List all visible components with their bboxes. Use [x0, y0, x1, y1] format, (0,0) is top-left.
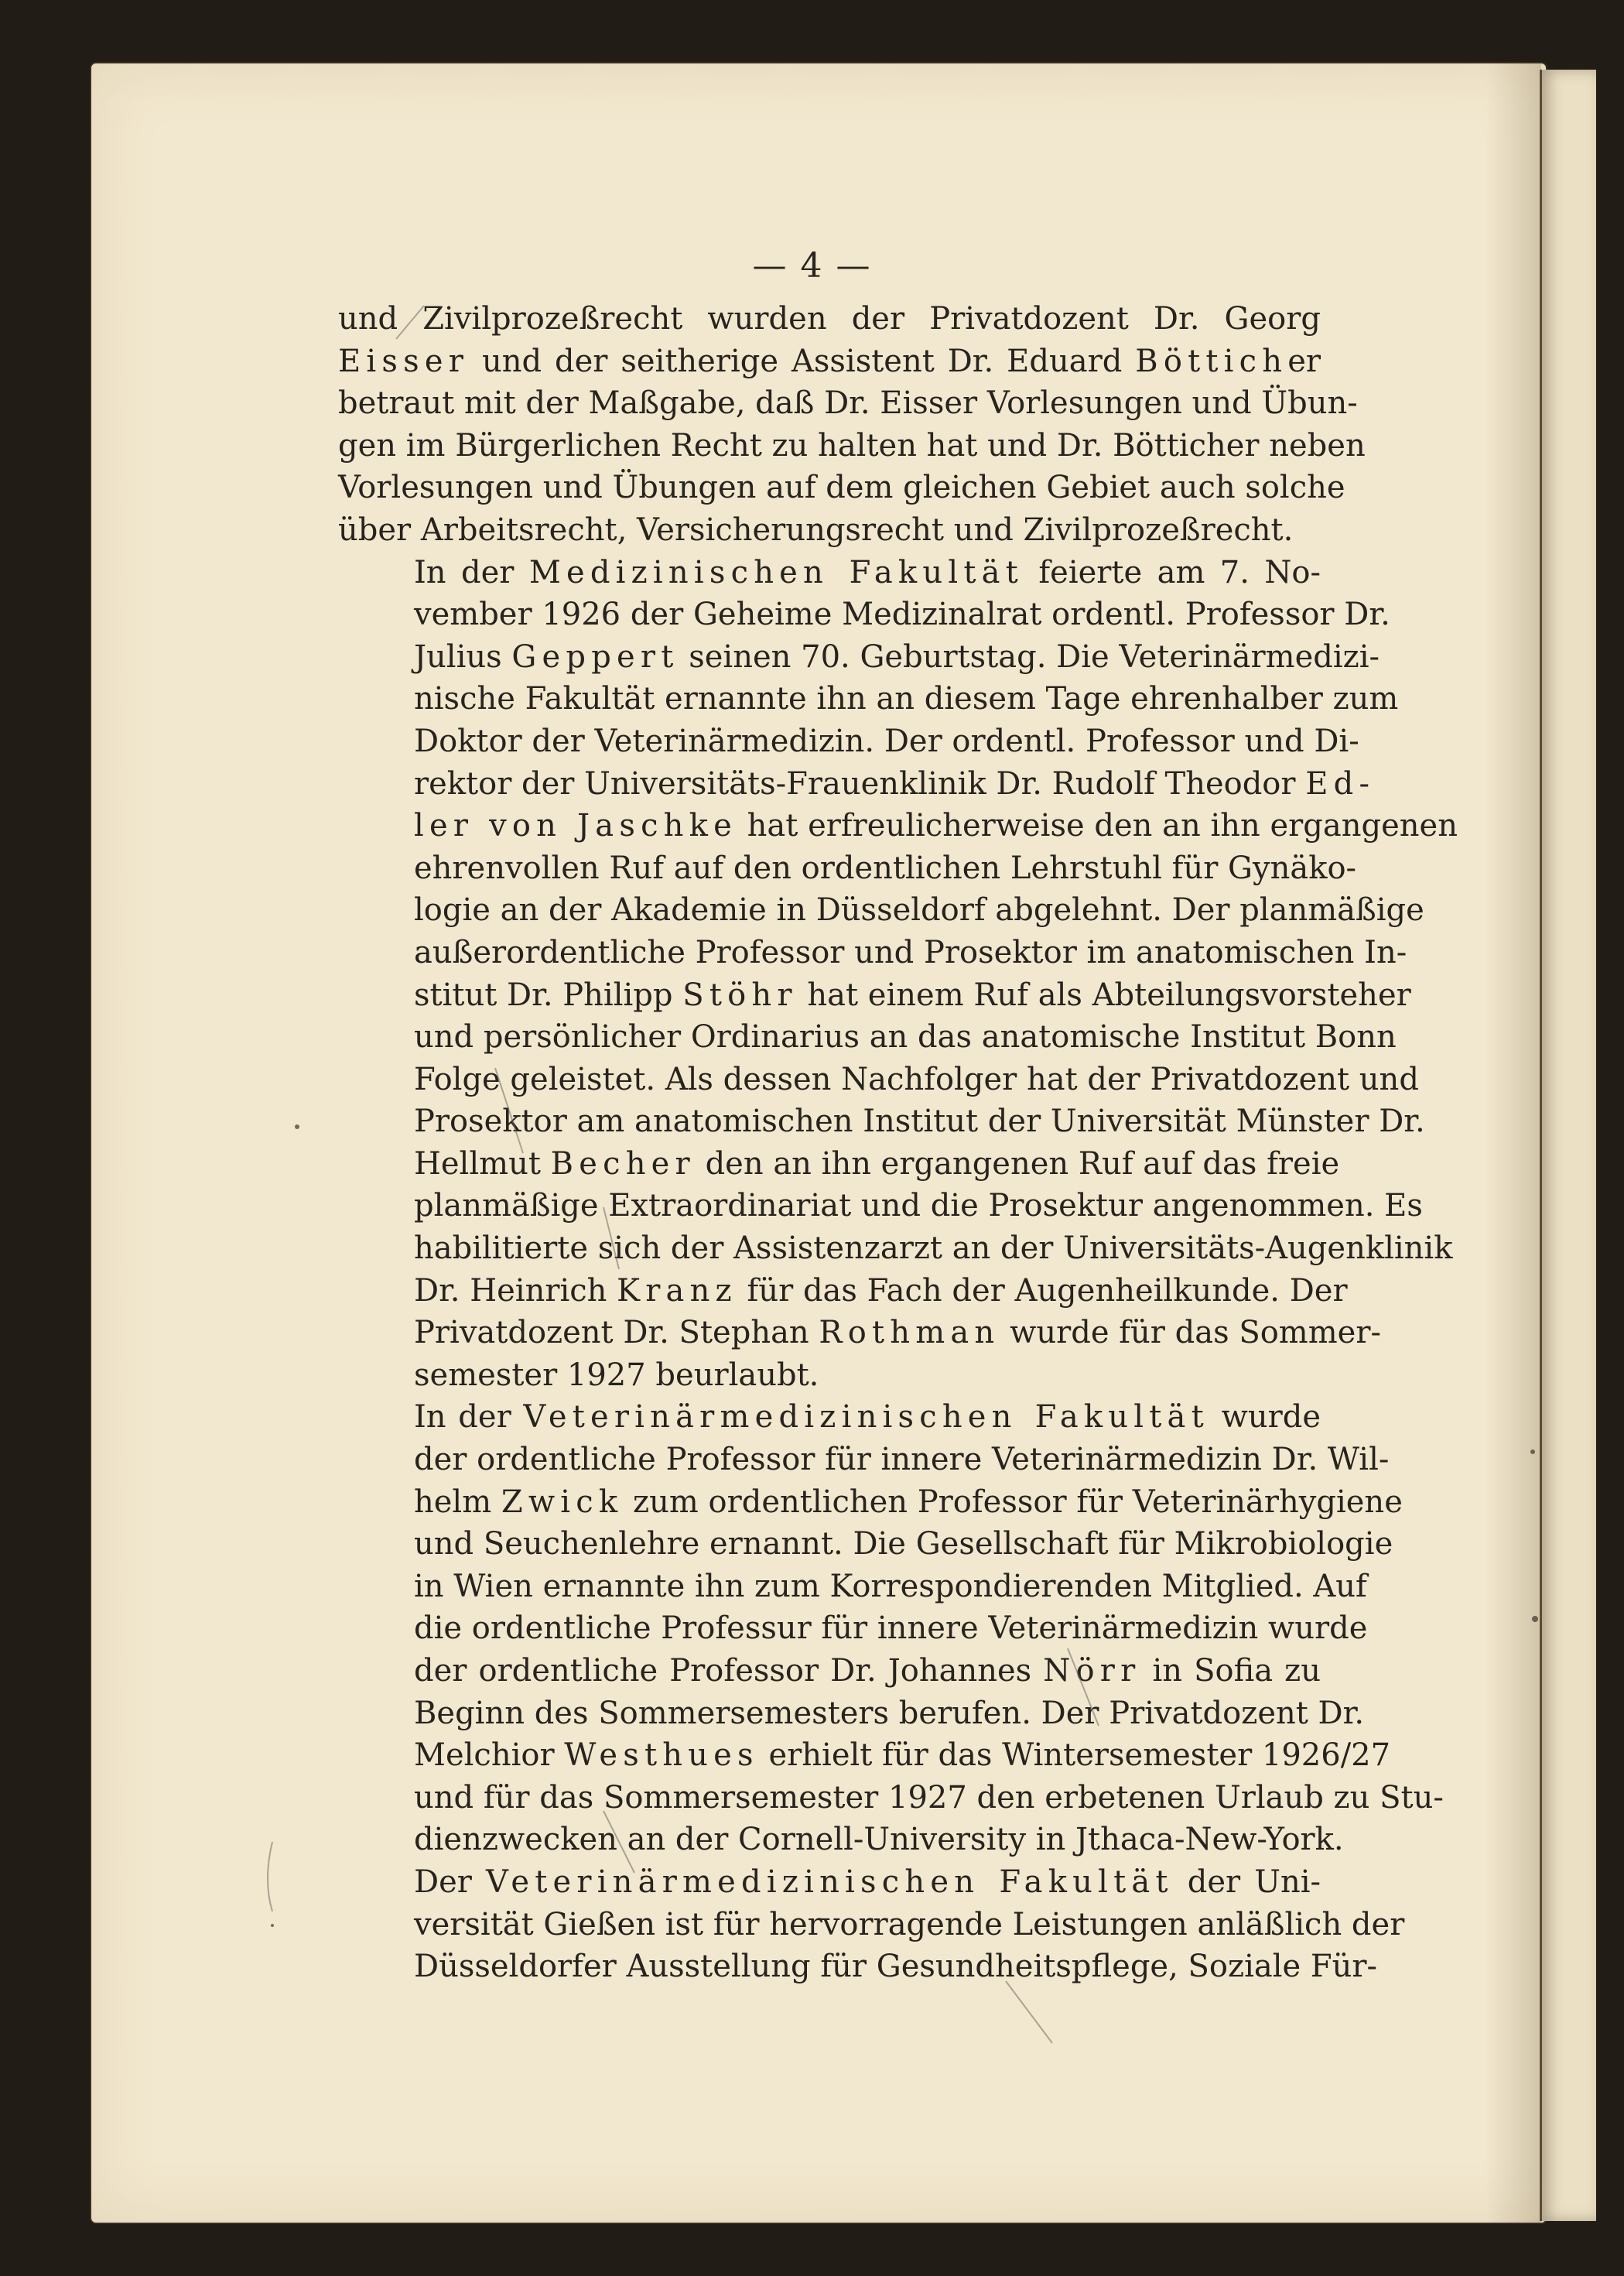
- text-run: hat einem Ruf als Abteilungsvorsteher: [797, 977, 1411, 1013]
- text-run: Düsseldorfer Ausstellung für Gesundheitspflege, Soziale Für-: [414, 1949, 1378, 1985]
- text-line: [338, 1312, 1381, 1354]
- text-line: [338, 1650, 1321, 1692]
- text-run: versität Gießen ist für hervorragende Leistungen anläßlich der: [414, 1906, 1405, 1942]
- text-run: wurde: [1209, 1399, 1321, 1436]
- text-run: und persönlicher Ordinarius an das anatomische Institut Bonn: [414, 1019, 1397, 1056]
- text-run: und für das Sommersemester 1927 den erbetenen Urlaub zu Stu-: [414, 1779, 1444, 1816]
- text-run: und Zivilprozeßrecht wurden der Privatdozent Dr. Georg: [338, 301, 1321, 337]
- next-page-edge: [1540, 70, 1596, 2221]
- text-run: über Arbeitsrecht, Versicherungsrecht und Zivilprozeßrecht.: [338, 512, 1294, 548]
- gutter-shadow: [1486, 63, 1541, 2223]
- text-line: [338, 636, 1380, 679]
- text-run: vember 1926 der Geheime Medizinalrat ordentl. Professor Dr.: [414, 597, 1390, 633]
- spaced-emphasis: Geppert: [511, 638, 679, 675]
- spaced-emphasis: Westhues: [564, 1737, 759, 1774]
- spaced-emphasis: Ed-: [1305, 765, 1376, 802]
- text-run: erhielt für das Wintersemester 1926/27: [758, 1737, 1391, 1774]
- text-run: In der: [414, 1399, 524, 1436]
- spaced-emphasis: Zwick: [501, 1484, 624, 1520]
- text-line: [338, 1396, 1321, 1439]
- text-run: feierte am 7. No-: [1023, 554, 1321, 590]
- text-run: dienzwecken an der Cornell-University in Jthaca-New-York.: [414, 1822, 1344, 1858]
- text-run: Folge geleistet. Als dessen Nachfolger hat der Privatdozent und: [414, 1061, 1419, 1097]
- text-run: Melchior: [414, 1737, 565, 1774]
- text-run: Dr. Heinrich: [414, 1272, 617, 1309]
- text-line: [338, 467, 1345, 509]
- text-run: nische Fakultät ernannte ihn an diesem Tage ehrenhalber zum: [414, 681, 1399, 717]
- spaced-emphasis: Medizinischen Fakultät: [528, 554, 1024, 590]
- text-line: [338, 1143, 1340, 1186]
- text-run: hat erfreulicherweise den an ihn ergangenen: [737, 808, 1458, 844]
- text-line: [338, 509, 1321, 552]
- text-run: Prosektor am anatomischen Institut der Universität Münster Dr.: [414, 1104, 1425, 1140]
- text-line: [338, 1819, 1344, 1861]
- spaced-emphasis: Veterinärmedizinischen Fakultät: [523, 1399, 1209, 1436]
- text-line: [338, 763, 1376, 806]
- text-run: in Wien ernannte ihn zum Korrespondierenden Mitglied. Auf: [414, 1568, 1367, 1604]
- text-run: Julius: [414, 638, 512, 675]
- paragraph: [338, 552, 1458, 1397]
- spaced-emphasis: Rothman: [819, 1315, 1000, 1351]
- text-run: Doktor der Veterinärmedizin. Der ordentl. Professor und Di-: [414, 723, 1359, 759]
- text-run: er: [1287, 343, 1321, 379]
- text-run: stitut Dr. Philipp: [414, 977, 683, 1013]
- paragraph: [338, 1861, 1405, 1988]
- text-line: [338, 298, 1321, 341]
- text-line: [338, 1059, 1419, 1101]
- text-line: [338, 1734, 1391, 1777]
- text-line: [338, 382, 1358, 425]
- text-run: Privatdozent Dr. Stephan: [414, 1315, 819, 1351]
- page-number: — 4 —: [752, 246, 872, 286]
- text-run: der ordentliche Professor für innere Veterinärmedizin Dr. Wil-: [414, 1442, 1390, 1478]
- text-line: [338, 1270, 1348, 1313]
- text-line: [338, 1946, 1378, 1988]
- text-line: [338, 1861, 1321, 1904]
- text-run: semester 1927 beurlaubt.: [414, 1357, 819, 1393]
- text-line: [338, 1607, 1368, 1650]
- text-run: den an ihn ergangenen Ruf auf das freie: [695, 1145, 1340, 1182]
- text-run: außerordentliche Professor und Prosektor im anatomischen In-: [414, 934, 1407, 970]
- paragraph: [338, 1396, 1444, 1861]
- spaced-emphasis: Veterinärmedizinischen Fakultät: [485, 1864, 1174, 1900]
- text-line: [338, 1566, 1367, 1608]
- text-line: [338, 1100, 1425, 1143]
- text-run: Vorlesungen und Übungen auf dem gleichen Gebiet auch solche: [338, 470, 1345, 506]
- spaced-emphasis: Eisser: [338, 343, 470, 379]
- text-run: Beginn des Sommersemesters berufen. Der Privatdozent Dr.: [414, 1695, 1365, 1731]
- text-line: [338, 889, 1424, 932]
- text-run: In der: [414, 554, 529, 590]
- text-run: ehrenvollen Ruf auf den ordentlichen Lehrstuhl für Gynäko-: [414, 850, 1357, 886]
- spaced-emphasis: Stöhr: [682, 977, 798, 1013]
- text-run: für das Fach der Augenheilkunde. Der: [737, 1272, 1348, 1309]
- text-line: [338, 594, 1390, 636]
- spaced-emphasis: Kranz: [617, 1272, 737, 1309]
- text-run: und der seitherige Assistent Dr. Eduard: [469, 343, 1136, 379]
- text-line: [338, 805, 1458, 847]
- paragraph: [338, 298, 1366, 552]
- text-line: [338, 974, 1411, 1017]
- text-run: der ordentliche Professor Dr. Johannes: [414, 1653, 1044, 1689]
- text-run: habilitierte sich der Assistenzarzt an der Universitäts-Augenklinik: [414, 1230, 1453, 1267]
- text-line: [338, 1439, 1390, 1481]
- text-line: [338, 1185, 1423, 1227]
- spaced-emphasis: Becher: [550, 1145, 696, 1182]
- text-line: [338, 1354, 1321, 1397]
- text-run: gen im Bürgerlichen Recht zu halten hat und Dr. Bötticher neben: [338, 427, 1366, 464]
- text-run: zum ordentlichen Professor für Veterinärhygiene: [623, 1484, 1403, 1520]
- text-run: betraut mit der Maßgabe, daß Dr. Eisser Vorlesungen und Übun-: [338, 385, 1358, 422]
- text-run: helm: [414, 1484, 501, 1520]
- body-text: [338, 298, 1458, 1988]
- text-run: planmäßige Extraordinariat und die Prosektur angenommen. Es: [414, 1188, 1423, 1224]
- text-run: und Seuchenlehre ernannt. Die Gesellschaft für Mikrobiologie: [414, 1526, 1393, 1562]
- text-line: [338, 1904, 1405, 1946]
- text-run: in Sofia zu: [1140, 1653, 1321, 1689]
- text-line: [338, 1777, 1444, 1819]
- text-line: [338, 932, 1407, 974]
- text-run: der Uni-: [1173, 1864, 1321, 1900]
- text-run: rektor der Universitäts-Frauenklinik Dr. Rudolf Theodor: [414, 765, 1306, 802]
- text-line: [338, 1227, 1453, 1270]
- text-line: [338, 1523, 1393, 1566]
- text-line: [338, 1016, 1397, 1059]
- text-line: [338, 552, 1321, 594]
- text-run: Der: [414, 1864, 486, 1900]
- text-line: [338, 425, 1366, 467]
- text-line: [338, 1481, 1403, 1524]
- text-run: die ordentliche Professur für innere Veterinärmedizin wurde: [414, 1610, 1368, 1647]
- text-line: [338, 720, 1359, 763]
- text-run: wurde für das Sommer-: [1000, 1315, 1381, 1351]
- spaced-emphasis: Böttich: [1135, 343, 1288, 379]
- text-run: Hellmut: [414, 1145, 551, 1182]
- text-line: [338, 1692, 1365, 1735]
- spaced-emphasis: ler von Jaschke: [414, 808, 737, 844]
- text-line: [338, 341, 1321, 383]
- text-run: logie an der Akademie in Düsseldorf abgelehnt. Der planmäßige: [414, 892, 1424, 929]
- text-line: [338, 847, 1357, 890]
- text-run: seinen 70. Geburtstag. Die Veterinärmedizi-: [679, 638, 1380, 675]
- text-line: [338, 678, 1399, 720]
- spaced-emphasis: Nörr: [1043, 1653, 1141, 1689]
